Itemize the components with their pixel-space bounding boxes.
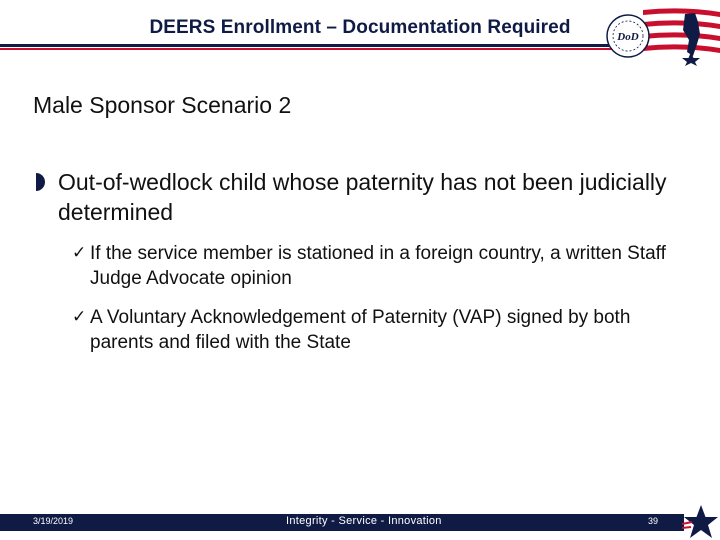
half-circle-bullet-icon bbox=[36, 173, 48, 191]
sub-bullet-text: If the service member is stationed in a foreign country, a written Staff Judge Advocate opinion bbox=[90, 243, 666, 289]
dod-seal-icon bbox=[607, 15, 649, 57]
dod-seal-flag-logo bbox=[603, 8, 720, 66]
footer-tagline: Integrity - Service - Innovation bbox=[286, 515, 442, 527]
slide-subtitle: Male Sponsor Scenario 2 bbox=[33, 92, 292, 118]
header-rule-red bbox=[0, 48, 648, 50]
star-icon bbox=[682, 504, 720, 540]
logo-star-icon bbox=[682, 52, 700, 66]
main-bullet-text: Out-of-wedlock child whose paternity has not been judicially determined bbox=[58, 169, 667, 225]
flag-stripes-icon bbox=[643, 8, 720, 53]
sub-bullet-text: A Voluntary Acknowledgement of Paternity (VAP) signed by both parents and filed with the State bbox=[90, 307, 631, 353]
checkmark-icon: ✓ bbox=[72, 307, 87, 326]
slide-header-title: DEERS Enrollment – Documentation Required bbox=[149, 17, 571, 38]
header-rule-navy bbox=[0, 44, 648, 47]
checkmark-icon: ✓ bbox=[72, 243, 87, 262]
footer-date: 3/19/2019 bbox=[33, 516, 74, 526]
page-number: 39 bbox=[648, 516, 659, 526]
seal-logo-text: DoD bbox=[617, 31, 639, 43]
